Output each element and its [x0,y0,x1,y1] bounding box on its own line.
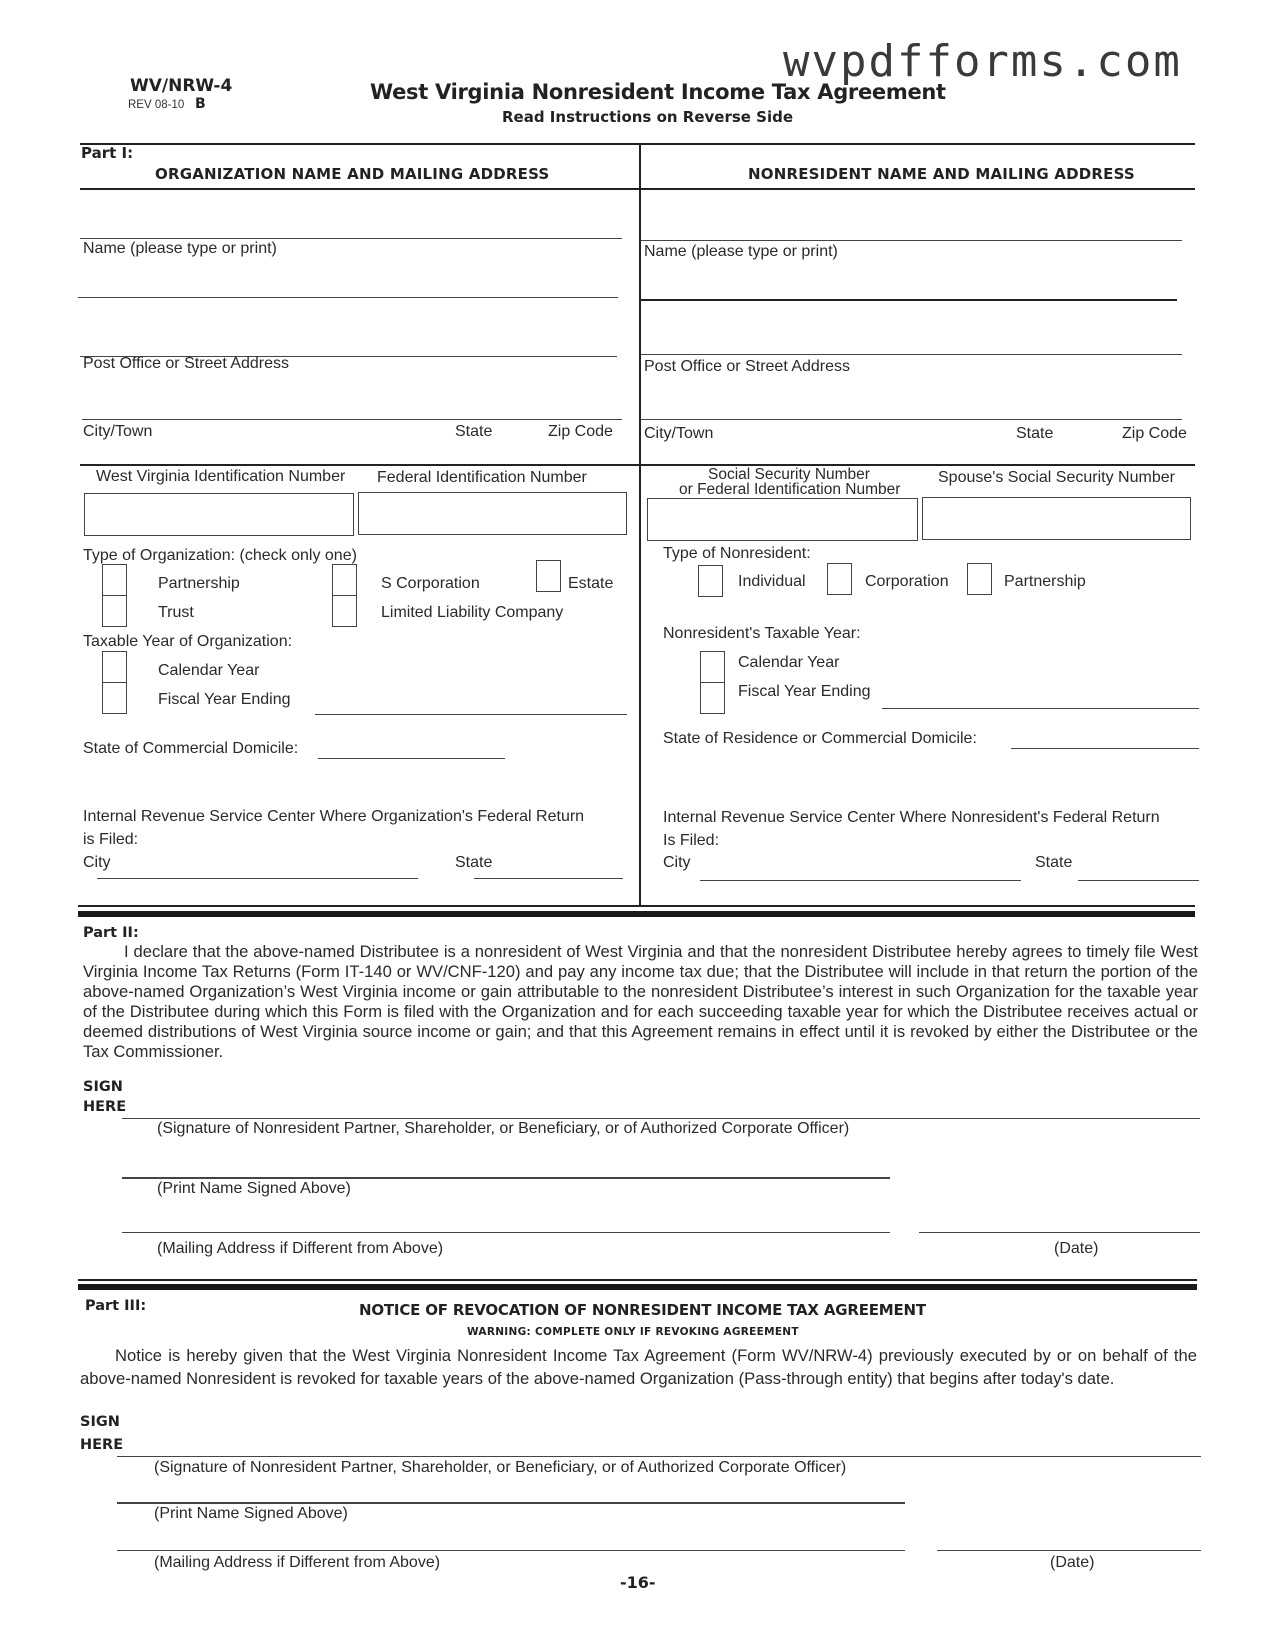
spouse-ssn-input[interactable] [922,497,1191,540]
s-corporation-option-label: S Corporation [381,575,480,592]
estate-option-label: Estate [568,575,614,592]
part2-mailing-input[interactable] [122,1230,890,1233]
wv-id-input[interactable] [84,493,354,536]
nonresident-irs-city-label: City [663,854,691,871]
part3-date-label: (Date) [1050,1554,1095,1571]
part3-mailing-label: (Mailing Address if Different from Above) [154,1554,441,1571]
s-corporation-checkbox[interactable] [332,564,357,596]
org-fiscal-year-input[interactable] [315,712,627,715]
column-divider [639,143,641,906]
org-irs-state-label: State [455,854,493,871]
page-number: -16- [620,1573,656,1592]
org-type-label: Type of Organization: (check only one) [83,547,357,564]
nonresident-calendar-year-label: Calendar Year [738,654,840,671]
individual-checkbox[interactable] [698,565,723,597]
nonresident-partnership-checkbox[interactable] [967,563,992,595]
trust-checkbox[interactable] [102,595,127,627]
nonresident-name-input[interactable] [641,238,1182,241]
nonresident-address-input[interactable] [641,352,1182,355]
form-title: West Virginia Nonresident Income Tax Agreement [370,80,946,104]
part2-date-label: (Date) [1054,1240,1099,1257]
nonresident-irs-state-input[interactable] [1078,878,1199,881]
fed-id-label: Federal Identification Number [377,469,587,486]
part3-label: Part III: [85,1298,147,1314]
part3-notice: Notice is hereby given that the West Virginia Nonresident Income Tax Agreement (Form WV/NRW-4) previously executed by or on behalf of the above-named Nonresident is revoked for taxable years of the above-named Organization (Pass-through entity) that begins after today's date. [80,1346,1197,1388]
part2-print-name-input[interactable] [122,1175,890,1179]
part3-here-label: HERE [80,1437,124,1453]
nonresident-name-label: Name (please type or print) [644,243,838,260]
corporation-option-label: Corporation [865,573,949,590]
fed-id-input[interactable] [358,492,627,535]
partnership-checkbox[interactable] [102,564,127,596]
org-zip-label: Zip Code [548,423,613,440]
part1-bottom-rule [78,905,1195,907]
org-irs-state-input[interactable] [474,876,623,879]
part3-print-name-label: (Print Name Signed Above) [154,1505,348,1522]
ssn-label-line1: Social Security Number [708,466,870,483]
org-calendar-year-checkbox[interactable] [102,651,127,683]
org-city-state-zip-input[interactable] [82,417,622,420]
part2-signature-label: (Signature of Nonresident Partner, Shareholder, or Beneficiary, or of Authorized Corporate Officer) [157,1120,850,1137]
corporation-checkbox[interactable] [827,563,852,595]
org-irs-city-label: City [83,854,111,871]
org-fiscal-year-checkbox[interactable] [102,682,127,714]
nonresident-taxable-year-label: Nonresident's Taxable Year: [663,625,861,642]
org-heading: ORGANIZATION NAME AND MAILING ADDRESS [155,165,550,183]
part3-heading: NOTICE OF REVOCATION OF NONRESIDENT INCOME TAX AGREEMENT [359,1301,926,1319]
spouse-ssn-label: Spouse's Social Security Number [938,469,1175,486]
nonresident-city-state-zip-input[interactable] [641,417,1182,420]
part2-here-label: HERE [83,1099,127,1115]
nonresident-state-label: State [1016,425,1054,442]
org-taxable-year-label: Taxable Year of Organization: [83,633,293,650]
nonresident-domicile-label: State of Residence or Commercial Domicile: [663,730,977,747]
llc-option-label: Limited Liability Company [381,604,564,621]
org-address-label: Post Office or Street Address [83,355,290,372]
org-name-line-2 [78,297,618,298]
part1-label: Part I: [81,144,134,162]
nonresident-irs-state-label: State [1035,854,1073,871]
nonresident-irs-label-line2: Is Filed: [663,832,720,849]
part2-print-name-label: (Print Name Signed Above) [157,1180,351,1197]
part3-signature-input[interactable] [117,1454,1201,1457]
org-state-label: State [455,423,493,440]
nonresident-fiscal-year-input[interactable] [882,706,1199,709]
part3-separator [78,1284,1197,1290]
part2-signature-input[interactable] [122,1116,1200,1119]
individual-option-label: Individual [738,573,806,590]
id-section-rule [80,464,1195,466]
part3-sign-label: SIGN [80,1414,120,1430]
org-fiscal-year-label: Fiscal Year Ending [158,691,291,708]
nonresident-irs-city-input[interactable] [700,878,1021,881]
nonresident-domicile-input[interactable] [1011,746,1199,749]
form-id: WV/NRW-4 [130,76,233,96]
part2-sign-label: SIGN [83,1079,123,1095]
form-subtitle: Read Instructions on Reverse Side [502,108,794,126]
part3-warning: WARNING: COMPLETE ONLY IF REVOKING AGREEMENT [467,1326,799,1338]
nonresident-irs-label-line1: Internal Revenue Service Center Where Nonresident's Federal Return [663,809,1160,826]
org-domicile-label: State of Commercial Domicile: [83,740,299,757]
part2-separator [78,911,1195,917]
nonresident-type-label: Type of Nonresident: [663,545,811,562]
org-name-label: Name (please type or print) [83,240,277,257]
part2-bottom-rule [78,1279,1197,1281]
part2-mailing-label: (Mailing Address if Different from Above) [157,1240,444,1257]
org-city-label: City/Town [83,423,153,440]
header-rule [80,188,1195,190]
nonresident-address-label: Post Office or Street Address [644,358,851,375]
part2-label: Part II: [83,925,139,941]
part2-date-input[interactable] [919,1230,1200,1233]
nonresident-heading: NONRESIDENT NAME AND MAILING ADDRESS [748,165,1135,183]
org-name-input[interactable] [80,236,622,239]
org-irs-label-line1: Internal Revenue Service Center Where Organization's Federal Return [83,808,585,825]
ssn-label-line2: or Federal Identification Number [679,481,901,498]
nonresident-calendar-year-checkbox[interactable] [700,651,725,683]
trust-option-label: Trust [158,604,194,621]
nonresident-name-line-2 [641,299,1177,301]
top-rule [80,143,1195,145]
org-calendar-year-label: Calendar Year [158,662,260,679]
nonresident-partnership-option-label: Partnership [1004,573,1086,590]
part3-signature-label: (Signature of Nonresident Partner, Shareholder, or Beneficiary, or of Authorized Corporate Officer) [154,1459,847,1476]
form-revision-letter: B [195,96,206,112]
ssn-input[interactable] [647,498,918,541]
watermark-logo: wvpdfforms.com [783,36,1182,87]
form-revision: REV 08-10 [128,99,185,111]
nonresident-fiscal-year-label: Fiscal Year Ending [738,683,871,700]
nonresident-city-label: City/Town [644,425,714,442]
part3-print-name-input[interactable] [117,1500,905,1504]
org-domicile-input[interactable] [318,756,505,759]
part3-mailing-input[interactable] [117,1548,905,1551]
org-irs-city-input[interactable] [97,876,418,879]
wv-id-label: West Virginia Identification Number [96,468,346,485]
estate-checkbox[interactable] [536,560,561,592]
part3-date-input[interactable] [937,1548,1201,1551]
nonresident-fiscal-year-checkbox[interactable] [700,682,725,714]
part2-declaration: I declare that the above-named Distributee is a nonresident of West Virginia and that the nonresident Distributee hereby agrees to timely file West Virginia Income Tax Returns (Form IT-140 or WV/CNF-120) and pay any income tax due; that the Distributee will include in that return the portion of the above-named Organization’s West Virginia income or gain attributable to the nonresident Distributee’s interest in such Organization for the taxable year of the Distributee during which this Form is filed with the Organization and for each succeeding taxable year for which the Distributee receives actual or deemed distributions of West Virginia source income or gain; and that this Agreement remains in effect until it is revoked by either the Distributee or the Tax Commissioner. [83,942,1198,1061]
org-irs-label-line2: is Filed: [83,831,139,848]
partnership-option-label: Partnership [158,575,240,592]
llc-checkbox[interactable] [332,595,357,627]
nonresident-zip-label: Zip Code [1122,425,1187,442]
